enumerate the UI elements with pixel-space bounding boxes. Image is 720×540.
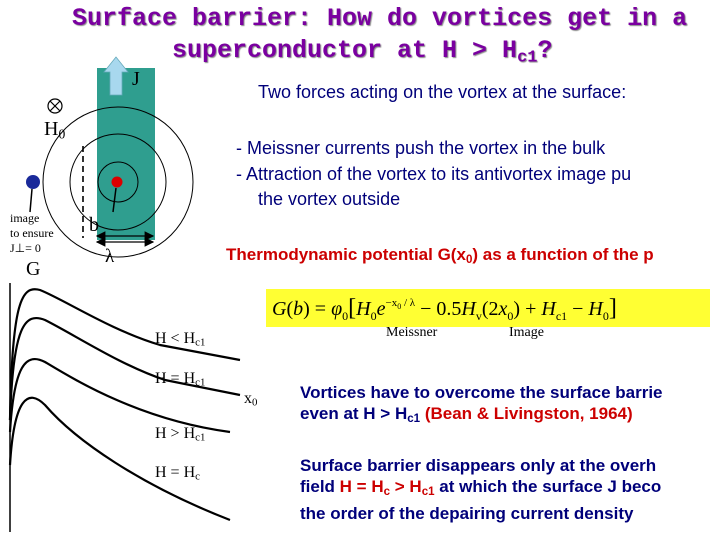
- formula-equation: [266, 289, 710, 327]
- curve-label-1-sub: c1: [195, 336, 206, 349]
- curve-label-3-main: H > H: [155, 425, 196, 442]
- image-note: [10, 211, 54, 256]
- curve-label-2-main: H = H: [155, 370, 196, 387]
- curve-label-1-main: H < H: [155, 330, 196, 347]
- note-2-hc-text: H = H: [339, 477, 384, 496]
- plot-x-label: [244, 390, 257, 409]
- curve-label-4: [155, 464, 200, 483]
- note-1-line-1: Vortices have to overcome the surface barrie: [300, 383, 663, 402]
- note-2-line-2-start: field: [300, 477, 340, 496]
- note-2-hc1-text: > H: [390, 477, 422, 496]
- note-1-line-2: [300, 403, 663, 430]
- curve-label-3-sub: c1: [195, 431, 206, 444]
- note-paragraph-2: [300, 455, 661, 524]
- image-note-line-3: J⊥= 0: [10, 241, 41, 255]
- svg-text:G(b) = φ0[H0e−x0 / λ − 0.5Hv(2: $G(b) = \varphi_0[H_0e^{-x}0 / \lambda - 0.5H_v(2x_0) + H_{c1} - H_0]$: [272, 295, 617, 323]
- note-2-hc1-sub: c1: [421, 485, 435, 498]
- curve-h-equal-hc: [10, 398, 230, 520]
- note-1-line-2-sub: c1: [407, 412, 421, 425]
- curve-label-3: [155, 425, 205, 444]
- thermo-heading: [226, 245, 654, 266]
- title-line-2-suffix: ?: [537, 36, 553, 65]
- thermo-heading-sub: 0: [465, 253, 473, 266]
- note-paragraph-1: [300, 382, 663, 430]
- field-label: [44, 118, 65, 142]
- curve-label-2: [155, 370, 205, 389]
- force-bullet-1: - Meissner currents push the vortex in the bulk: [236, 138, 606, 158]
- formula-box: [266, 289, 710, 327]
- note-1-citation: (Bean & Livingston, 1964): [420, 404, 633, 423]
- image-note-line-2: to ensure: [10, 226, 54, 240]
- field-label-main: H: [44, 118, 59, 140]
- note-2-line-3: the order of the depairing current density: [300, 503, 634, 523]
- vortex-core: [112, 177, 123, 188]
- distance-label: b: [89, 214, 99, 236]
- note-2-line-1: Surface barrier disappears only at the overh: [300, 456, 657, 475]
- curve-label-1: [155, 330, 205, 349]
- curve-label-2-sub: c1: [195, 376, 206, 389]
- title-line-1: Surface barrier: How do vortices get in a: [72, 4, 688, 33]
- image-term-label: Image: [509, 325, 544, 340]
- thermo-heading-text: Thermodynamic potential G(x: [226, 245, 466, 264]
- current-label: J: [132, 68, 140, 90]
- curve-label-4-main: H = H: [155, 464, 196, 481]
- meissner-label: Meissner: [386, 325, 438, 340]
- image-vortex: [26, 175, 40, 189]
- thermo-heading-suffix: ) as a function of the p: [472, 245, 654, 264]
- penetration-depth-label: λ: [105, 246, 115, 267]
- curve-label-4-sub: c: [195, 470, 200, 483]
- note-2-line-2-end: at which the surface J beco: [434, 477, 662, 496]
- plot-y-label: G: [26, 258, 41, 280]
- plot-x-label-sub: 0: [252, 396, 258, 409]
- force-bullet-2-cont: the vortex outside: [258, 189, 401, 209]
- image-vortex-line: [30, 189, 32, 212]
- image-note-line-1: image: [10, 211, 40, 225]
- superconductor-slab: [97, 68, 155, 240]
- field-label-sub: 0: [58, 126, 66, 142]
- title-line-2-sub: c1: [517, 48, 538, 68]
- title-line-2-text: superconductor at H > H: [172, 36, 518, 65]
- forces-heading: Two forces acting on the vortex at the surface:: [258, 82, 627, 102]
- force-bullet-2: - Attraction of the vortex to its antivortex image pu: [236, 164, 632, 184]
- note-1-line-2-text: even at H > H: [300, 404, 408, 423]
- plot-x-label-main: x: [244, 390, 252, 407]
- curve-h-less-hc1: [10, 289, 240, 420]
- note-2-hc-sub: c: [383, 485, 391, 498]
- note-2-line-2: [300, 476, 661, 503]
- title-line-2: [172, 36, 552, 67]
